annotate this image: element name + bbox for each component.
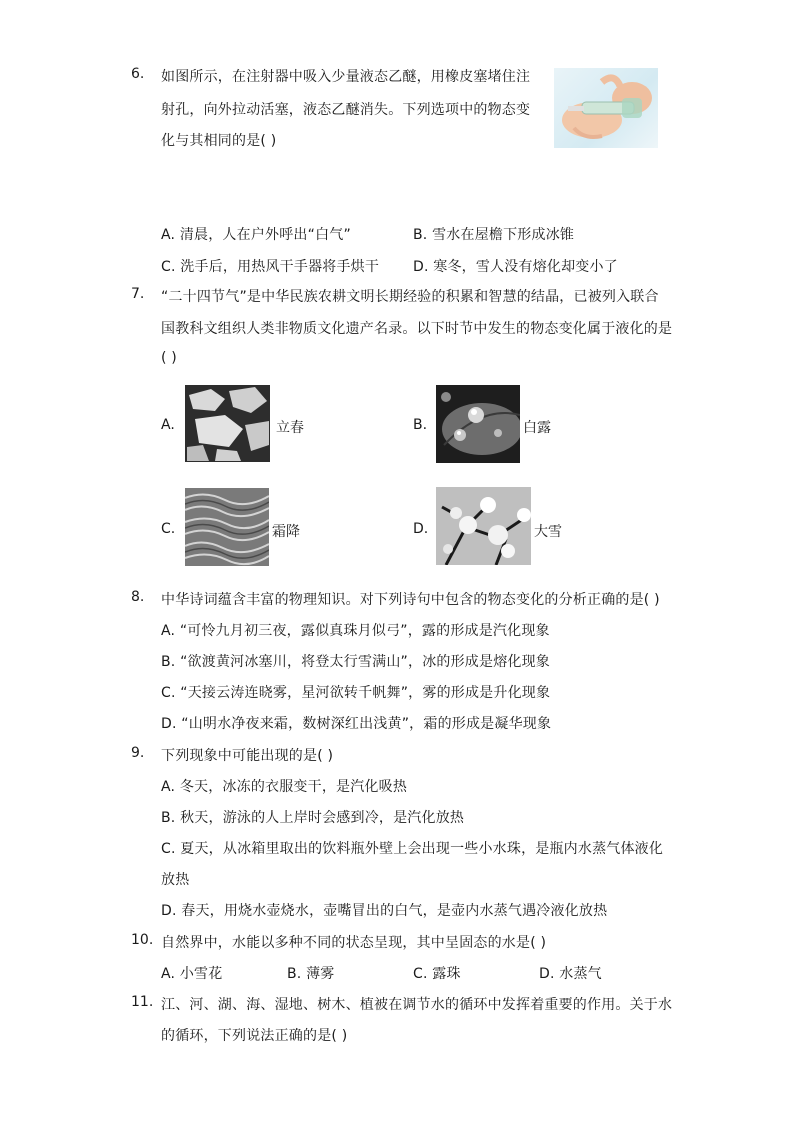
- q8-option-b: B. “欲渡黄河冰塞川，将登太行雪满山”，冰的形成是熔化现象: [161, 654, 551, 670]
- q8-option-d: D. “山明水净夜来霜，数树深红出浅黄”，霜的形成是凝华现象: [161, 716, 552, 732]
- q7-option-a-label: 立春: [276, 420, 304, 436]
- q6-option-c: C. 洗手后，用热风干手器将手烘干: [161, 259, 380, 275]
- q10-option-b: B. 薄雾: [287, 966, 335, 982]
- q10-stem: 自然界中，水能以多种不同的状态呈现，其中呈固态的水是( ): [161, 935, 547, 951]
- q7-option-d-label: 大雪: [534, 524, 562, 540]
- q11-number: 11.: [131, 994, 154, 1010]
- q11-stem-line-1: 江、河、湖、海、湿地、树木、植被在调节水的循环中发挥着重要的作用。关于水: [161, 997, 673, 1013]
- q9-option-d: D. 春天，用烧水壶烧水，壶嘴冒出的白气，是壶内水蒸气遇冷液化放热: [161, 903, 608, 919]
- q7-option-c-letter: C.: [161, 521, 176, 537]
- q7-option-a-letter: A.: [161, 417, 175, 433]
- frost-grass-photo: [185, 488, 269, 566]
- snow-branches-photo: [436, 487, 531, 565]
- q7-stem-line-1: “二十四节气”是中华民族农耕文明长期经验的积累和智慧的结晶，已被列入联合: [161, 289, 659, 305]
- q11-stem-line-2: 的循环，下列说法正确的是( ): [161, 1028, 348, 1044]
- dew-leaf-photo: [436, 385, 520, 463]
- ice-thaw-photo: [185, 385, 270, 462]
- q6-stem-line-1: 如图所示，在注射器中吸入少量液态乙醚，用橡皮塞堵住注: [161, 69, 531, 85]
- q7-option-c-label: 霜降: [272, 524, 300, 540]
- q6-stem-line-3: 化与其相同的是( ): [161, 133, 277, 149]
- q7-option-d-letter: D.: [413, 521, 429, 537]
- q8-option-c: C. “天接云涛连晓雾，星河欲转千帆舞”，雾的形成是升化现象: [161, 685, 551, 701]
- q9-option-b: B. 秋天，游泳的人上岸时会感到冷，是汽化放热: [161, 810, 465, 826]
- q6-option-b: B. 雪水在屋檐下形成冰锥: [413, 227, 575, 243]
- q10-number: 10.: [131, 932, 154, 948]
- q7-option-b-letter: B.: [413, 417, 428, 433]
- q6-option-d: D. 寒冬，雪人没有熔化却变小了: [413, 259, 618, 275]
- q7-option-b-label: 白露: [523, 420, 551, 436]
- q10-option-d: D. 水蒸气: [539, 966, 602, 982]
- q9-number: 9.: [131, 745, 145, 761]
- q7-stem-line-3: ( ): [161, 350, 177, 366]
- q9-stem: 下列现象中可能出现的是( ): [161, 748, 334, 764]
- q10-option-c: C. 露珠: [413, 966, 461, 982]
- q6-stem-line-2: 射孔，向外拉动活塞，液态乙醚消失。下列选项中的物态变: [161, 102, 531, 118]
- q7-number: 7.: [131, 286, 145, 302]
- q6-option-a: A. 清晨，人在户外呼出“白气”: [161, 227, 351, 243]
- q9-option-c: C. 夏天，从冰箱里取出的饮料瓶外壁上会出现一些小水珠，是瓶内水蒸气体液化: [161, 841, 664, 857]
- q9-option-c-cont: 放热: [161, 872, 190, 888]
- q7-stem-line-2: 国教科文组织人类非物质文化遗产名录。以下时节中发生的物态变化属于液化的是: [161, 321, 673, 337]
- q10-option-a: A. 小雪花: [161, 966, 223, 982]
- q8-option-a: A. “可怜九月初三夜，露似真珠月似弓”，露的形成是汽化现象: [161, 623, 550, 639]
- q9-option-a: A. 冬天，冰冻的衣服变干，是汽化吸热: [161, 779, 408, 795]
- syringe-hands-photo: [554, 68, 658, 148]
- q8-number: 8.: [131, 589, 145, 605]
- q8-stem: 中华诗词蕴含丰富的物理知识。对下列诗句中包含的物态变化的分析正确的是( ): [161, 592, 660, 608]
- q6-number: 6.: [131, 66, 145, 82]
